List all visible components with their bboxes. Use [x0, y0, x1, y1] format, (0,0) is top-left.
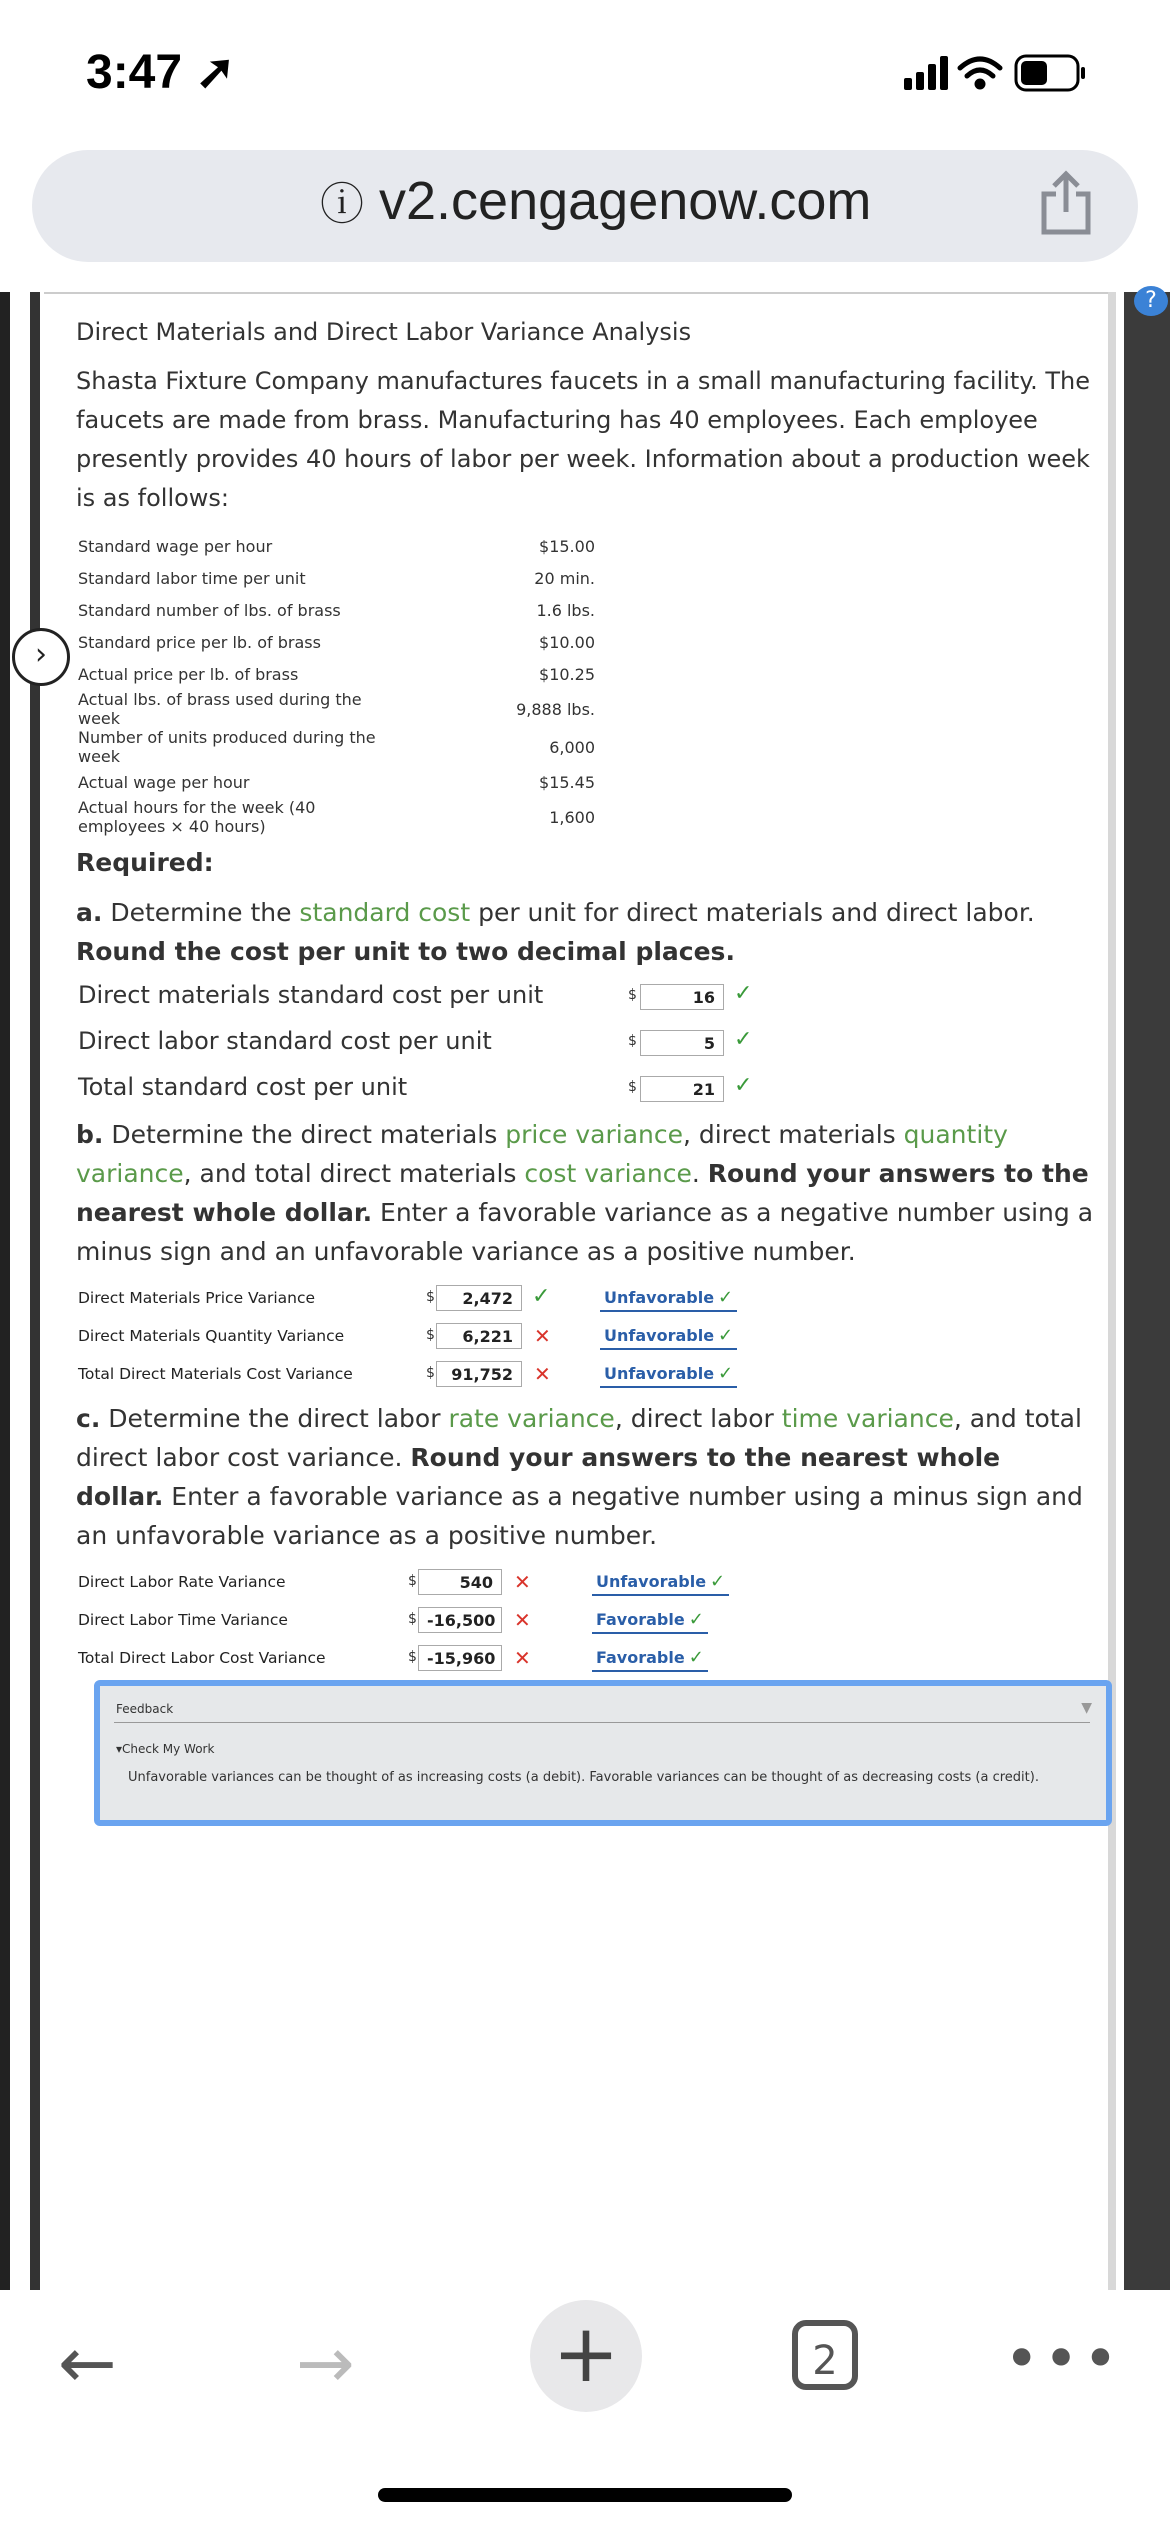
info-value: $15.45: [539, 772, 595, 792]
dollar-sign: $: [408, 1649, 417, 1665]
variance-type-select[interactable]: Unfavorable ✓: [600, 1363, 737, 1388]
variance-row: [76, 1639, 1096, 1677]
answer-label: Direct materials standard cost per unit: [78, 981, 544, 1009]
dollar-sign: $: [628, 1033, 637, 1049]
info-label: Standard price per lb. of brass: [78, 632, 321, 652]
feedback-text: Unfavorable variances can be thought of as increasing costs (a debit). Favorable variances can be thought of as decreasing costs (a credit).: [128, 1770, 1039, 1785]
variance-amount-input[interactable]: 91,752: [436, 1361, 522, 1387]
part-a-answers: [76, 975, 1096, 1113]
location-arrow-icon: ➚: [195, 46, 236, 99]
part-c-prompt: c. Determine the direct labor rate variance, direct labor time variance, and total direct labor cost variance. Round your answers to the nearest whole dollar. Enter a favorable variance as a negative number using a minus sign and an unfavorable variance as a positive number.: [76, 1404, 1083, 1550]
page-title: Direct Materials and Direct Labor Variance Analysis: [76, 318, 692, 346]
answer-input[interactable]: 16: [640, 984, 724, 1010]
frame-edge: [0, 292, 10, 2292]
glossary-link[interactable]: rate variance: [448, 1404, 615, 1433]
part-b-prompt: b. Determine the direct materials price variance, direct materials quantity variance, and total direct materials cost variance. Round your answers to the nearest whole dollar. Enter a favorable variance as a negative number using a minus sign and an unfavorable variance as a positive number.: [76, 1120, 1094, 1266]
dollar-sign: $: [426, 1327, 435, 1343]
answer-label: Direct labor standard cost per unit: [78, 1027, 492, 1055]
info-row: [76, 658, 595, 690]
variance-type-select[interactable]: Favorable ✓: [592, 1647, 708, 1672]
info-label: Number of units produced during the week: [78, 728, 376, 766]
variance-amount-input[interactable]: -16,500: [418, 1607, 502, 1633]
info-value: 1.6 lbs.: [536, 600, 595, 620]
tabs-button[interactable]: 2: [792, 2320, 858, 2390]
new-tab-plus-icon[interactable]: +: [530, 2300, 642, 2412]
battery-icon: [1016, 56, 1085, 90]
correct-check-icon: ✓: [688, 1647, 704, 1668]
correct-check-icon: ✓: [718, 1325, 734, 1346]
info-row: [76, 728, 595, 766]
signal-icon: [904, 56, 948, 90]
variance-row: [76, 1601, 1096, 1639]
info-value: 1,600: [549, 807, 595, 827]
correct-check-icon: ✓: [734, 981, 753, 1006]
feedback-panel: [94, 1680, 1112, 1826]
variance-amount-input[interactable]: 540: [418, 1569, 502, 1595]
glossary-link[interactable]: standard cost: [299, 898, 471, 927]
variance-type-select[interactable]: Unfavorable ✓: [600, 1325, 737, 1350]
info-label: Actual wage per hour: [78, 772, 250, 792]
glossary-link[interactable]: quantity variance: [76, 1120, 1008, 1188]
variance-label: Direct Materials Quantity Variance: [78, 1327, 345, 1345]
frame-top: [44, 292, 1108, 294]
share-icon[interactable]: [1038, 170, 1094, 240]
info-value: $10.00: [539, 632, 595, 652]
dollar-sign: $: [426, 1365, 435, 1381]
incorrect-x-icon: ✕: [514, 1608, 531, 1632]
info-row: [76, 766, 595, 798]
info-table: [76, 530, 595, 836]
info-value: $15.00: [539, 536, 595, 556]
correct-check-icon: ✓: [718, 1363, 734, 1384]
info-value: 6,000: [549, 737, 595, 757]
triangle-down-icon: ▾: [116, 1742, 123, 1756]
variance-amount-input[interactable]: 6,221: [436, 1323, 522, 1349]
variance-label: Direct Materials Price Variance: [78, 1289, 316, 1307]
info-label: Actual lbs. of brass used during the week: [78, 690, 362, 728]
variance-row: [76, 1279, 1096, 1317]
variance-label: Total Direct Materials Cost Variance: [78, 1365, 353, 1383]
variance-type-select[interactable]: Favorable ✓: [592, 1609, 708, 1634]
required-heading: Required:: [76, 848, 214, 877]
variance-label: Total Direct Labor Cost Variance: [78, 1649, 326, 1667]
more-dots-icon[interactable]: •••: [1004, 2324, 1123, 2394]
collapse-icon[interactable]: ▼: [1081, 1700, 1092, 1716]
incorrect-x-icon: ✕: [514, 1646, 531, 1670]
expand-chevron-icon[interactable]: ›: [12, 628, 70, 686]
variance-row: [76, 1563, 1096, 1601]
url-text[interactable]: ⓘ v2.cengagenow.com: [320, 171, 872, 231]
info-row: [76, 562, 595, 594]
glossary-link[interactable]: cost variance: [524, 1159, 692, 1188]
variance-row: [76, 1355, 1096, 1393]
info-icon: ⓘ: [320, 180, 364, 229]
correct-check-icon: ✓: [688, 1609, 704, 1630]
part-b-answers: [76, 1279, 1096, 1393]
incorrect-x-icon: ✕: [514, 1570, 531, 1594]
variance-label: Direct Labor Time Variance: [78, 1611, 288, 1629]
incorrect-x-icon: ✕: [534, 1362, 551, 1386]
info-value: 9,888 lbs.: [516, 699, 595, 719]
variance-row: [76, 1317, 1096, 1355]
check-my-work-toggle[interactable]: ▾Check My Work: [116, 1742, 215, 1756]
frame-edge: [30, 292, 40, 2292]
answer-input[interactable]: 21: [640, 1076, 724, 1102]
answer-row: [76, 975, 1096, 1021]
dollar-sign: $: [408, 1611, 417, 1627]
variance-label: Direct Labor Rate Variance: [78, 1573, 286, 1591]
home-indicator[interactable]: [378, 2488, 792, 2502]
help-icon[interactable]: ?: [1134, 286, 1168, 316]
status-icons: [904, 50, 1114, 100]
status-time: 3:47 ➚: [86, 46, 236, 99]
info-value: 20 min.: [534, 568, 595, 588]
problem-content: [76, 310, 1096, 1677]
part-a-prompt: a. Determine the standard cost per unit for direct materials and direct labor. Round the cost per unit to two decimal places.: [76, 898, 1035, 966]
glossary-link[interactable]: time variance: [781, 1404, 954, 1433]
info-value: $10.25: [539, 664, 595, 684]
info-row: [76, 594, 595, 626]
dollar-sign: $: [408, 1573, 417, 1589]
dollar-sign: $: [426, 1289, 435, 1305]
correct-check-icon: ✓: [532, 1284, 551, 1309]
correct-check-icon: ✓: [734, 1027, 753, 1052]
variance-type-select[interactable]: Unfavorable ✓: [600, 1287, 737, 1312]
feedback-divider: [114, 1722, 1090, 1723]
answer-label: Total standard cost per unit: [78, 1073, 408, 1101]
glossary-link[interactable]: price variance: [505, 1120, 683, 1149]
frame-edge-right: [1124, 292, 1170, 2290]
variance-amount-input[interactable]: -15,960: [418, 1645, 502, 1671]
scroll-edge: [1108, 292, 1116, 2290]
wifi-icon: [960, 59, 1000, 87]
info-label: Actual price per lb. of brass: [78, 664, 299, 684]
feedback-title[interactable]: Feedback: [116, 1702, 174, 1716]
forward-arrow-icon[interactable]: →: [296, 2322, 355, 2404]
info-row: [76, 798, 595, 836]
variance-amount-input[interactable]: 2,472: [436, 1285, 522, 1311]
part-c-answers: [76, 1563, 1096, 1677]
answer-input[interactable]: 5: [640, 1030, 724, 1056]
info-label: Standard wage per hour: [78, 536, 273, 556]
info-label: Standard number of lbs. of brass: [78, 600, 341, 620]
info-label: Actual hours for the week (40 employees × 40 hours): [78, 798, 316, 836]
correct-check-icon: ✓: [710, 1571, 726, 1592]
info-row: [76, 690, 595, 728]
back-arrow-icon[interactable]: ←: [58, 2322, 117, 2404]
variance-type-select[interactable]: Unfavorable ✓: [592, 1571, 729, 1596]
dollar-sign: $: [628, 1079, 637, 1095]
answer-row: [76, 1021, 1096, 1067]
intro-text: Shasta Fixture Company manufactures faucets in a small manufacturing facility. The faucets are made from brass. Manufacturing has 40 employees. Each employee presently provides 40 hours of labor per week. Information about a production week is as follows:: [76, 367, 1091, 512]
dollar-sign: $: [628, 987, 637, 1003]
info-row: [76, 530, 595, 562]
info-label: Standard labor time per unit: [78, 568, 306, 588]
correct-check-icon: ✓: [734, 1073, 753, 1098]
correct-check-icon: ✓: [718, 1287, 734, 1308]
info-row: [76, 626, 595, 658]
incorrect-x-icon: ✕: [534, 1324, 551, 1348]
answer-row: [76, 1067, 1096, 1113]
